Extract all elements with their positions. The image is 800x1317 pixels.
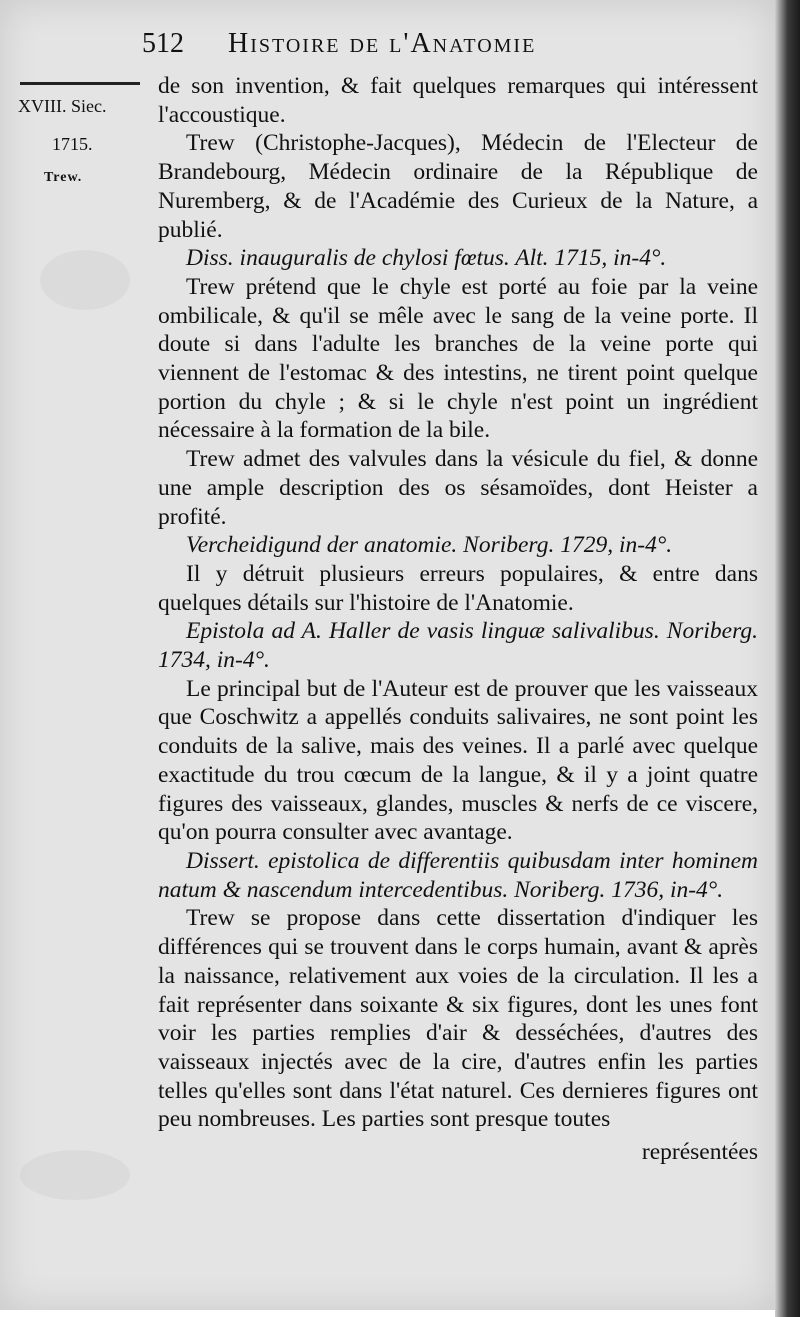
page-header (120, 28, 680, 62)
page-edge-shadow (775, 0, 800, 1317)
paragraph: Trew (Christophe-Jacques), Médecin de l'Electeur de Brandebourg, Médecin ordinaire de la République de Nuremberg, & de l'Académie des Curieux de la Nature, a publié. (158, 130, 758, 243)
margin-name: Trew. (44, 170, 83, 185)
paper-stain (20, 1150, 130, 1200)
running-title: Histoire de l'Anatomie (228, 28, 537, 59)
margin-year: 1715. (52, 134, 93, 154)
paragraph: Trew se propose dans cette dissertation d'indiquer les différences qui se trouvent dans le corps humain, avant & après la naissance, relativement aux voies de la circulation. Il les a fait représenter dans soixante & six figures, dont les unes font voir les parties remplies d'air & desséchées, d'autres des vaisseaux injectés avec de la cire, d'autres enfin les parties telles qu'elles sont dans l'état naturel. Ces dernieres figures ont peu nombreuses. Les parties sont presque toutes (158, 905, 758, 1133)
paragraph: Trew prétend que le chyle est porté au foie par la veine ombilicale, & qu'il se mêle avec le sang de la veine porte. Il doute si dans l'adulte les branches de la veine porte qui viennent de l'estomac & des intestins, ne tirent point quelque portion du chyle ; & si le chyle n'est point un ingrédient nécessaire à la formation de la bile. (158, 273, 758, 444)
paragraph: Le principal but de l'Auteur est de prouver que les vaisseaux que Coschwitz a appellés conduits salivaires, ne sont point les conduits de la salive, mais des veines. Il a parlé avec quelque exactitude du trou cœcum de la langue, & il y a joint quatre figures des vaisseaux, glandes, muscles & nerfs de ce viscere, qu'on pourra consulter avec avantage. (158, 675, 758, 846)
margin-century: XVIII. Siec. (18, 96, 107, 116)
book-title: Diss. inauguralis de chylosi fœtus. Alt. 1715, in-4°. (186, 245, 667, 272)
body-text (158, 72, 758, 1167)
margin-rule (20, 82, 140, 85)
book-title: Dissert. epistolica de differentiis quibusdam inter hominem natum & nascendum intercedentibus. Noriberg. 1736, in-4°. (158, 847, 758, 903)
page-number: 512 (142, 28, 184, 59)
book-title: Epistola ad A. Haller de vasis linguæ salivalibus. Noriberg. 1734, in-4°. (158, 618, 758, 674)
paragraph: Il y détruit plusieurs erreurs populaires, & entre dans quelques détails sur l'histoire de l'Anatomie. (158, 560, 758, 616)
paragraph: de son invention, & fait quelques remarques qui intéressent l'accoustique. (158, 73, 758, 128)
paragraph: Trew admet des valvules dans la vésicule du fiel, & donne une ample description des os sésamoïdes, dont Heister a profité. (158, 446, 758, 530)
catchword: représentées (641, 1139, 758, 1166)
book-title: Vercheidigund der anatomie. Noriberg. 1729, in-4°. (186, 532, 673, 559)
paper-stain (40, 250, 130, 310)
